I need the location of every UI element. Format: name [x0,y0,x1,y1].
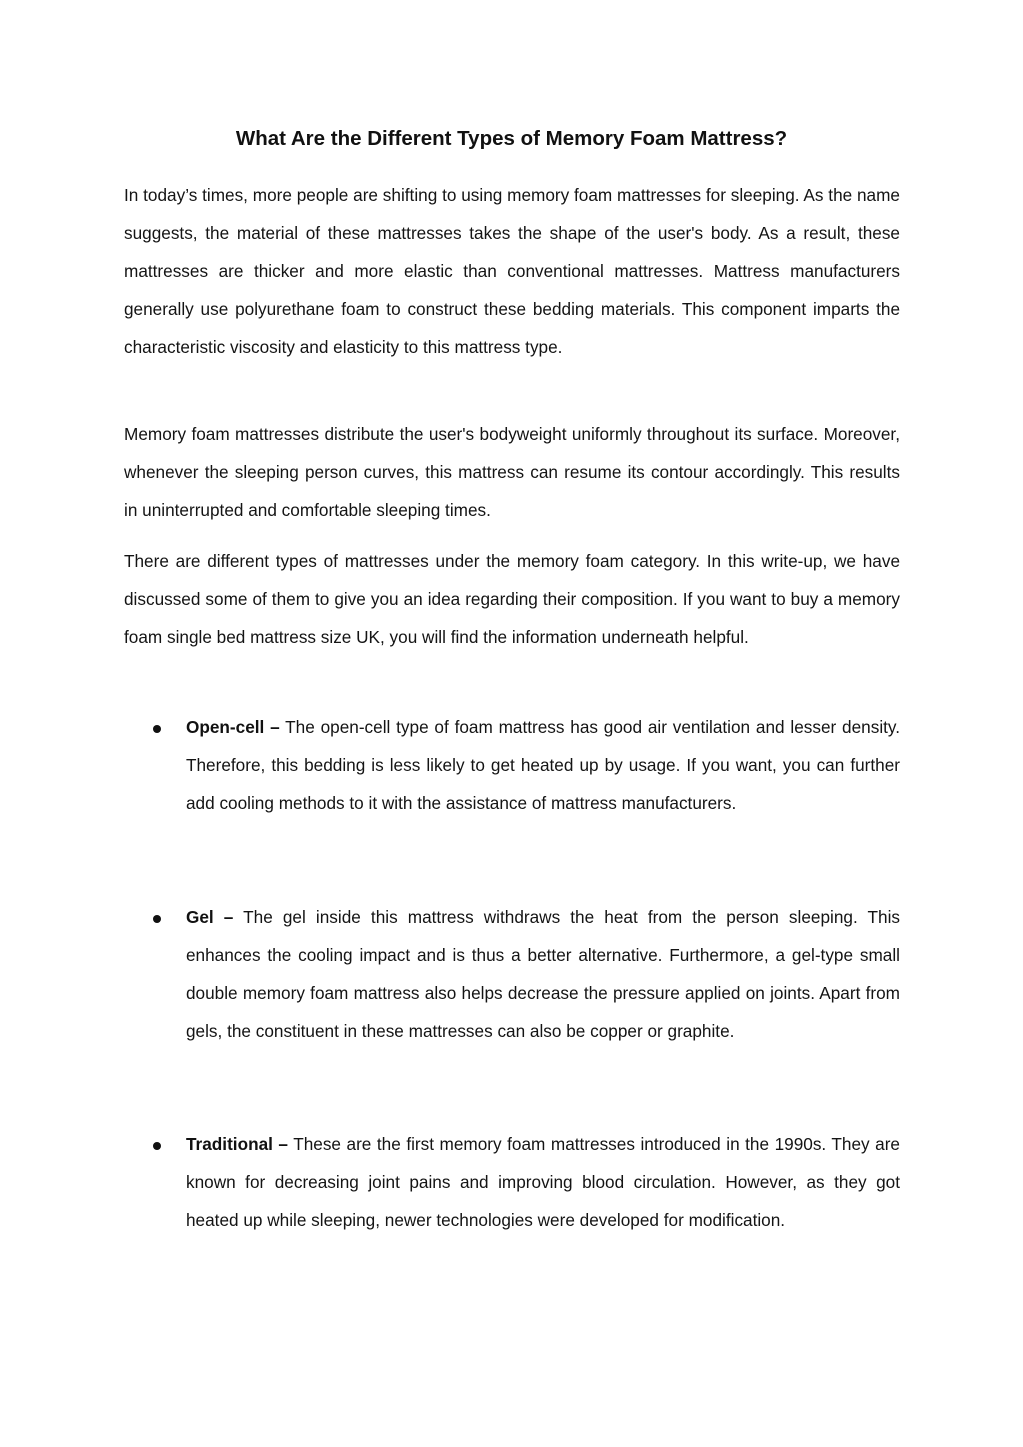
bullet-icon [153,1142,161,1150]
list-item-gel [124,898,900,1050]
list-item-term: Gel – [186,907,234,927]
bullet-icon [153,915,161,923]
page-title: What Are the Different Types of Memory Foam Mattress? [235,127,788,150]
list-item-description: These are the first memory foam mattresses introduced in the 1990s. They are known for decreasing joint pains and improving blood circulation. However, as they got heated up while sleeping, newer technologies were developed for modification. [186,1134,900,1230]
body-paragraph: Memory foam mattresses distribute the user's bodyweight uniformly throughout its surface. Moreover, whenever the sleeping person curves, this mattress can resume its contour accordingly. This results in uninterrupted and comfortable sleeping times. [124,424,900,520]
list-item-traditional [124,1125,900,1239]
list-item-description: The open-cell type of foam mattress has good air ventilation and lesser density. Therefore, this bedding is less likely to get heated up by usage. If you want, you can further add cooling methods to it with the assistance of mattress manufacturers. [186,717,901,813]
list-item-term: Open-cell – [186,717,280,737]
list-item-text [186,708,900,822]
list-item-text [186,1125,900,1239]
list-item-term: Traditional – [186,1134,288,1154]
list-item-text [186,898,900,1050]
bullet-icon [153,725,161,733]
body-paragraph: There are different types of mattresses under the memory foam category. In this write-up, we have discussed some of them to give you an idea regarding their composition. If you want to buy a memory foam single bed mattress size UK, you will find the information underneath helpful. [124,551,900,647]
intro-paragraph: In today’s times, more people are shifting to using memory foam mattresses for sleeping. As the name suggests, the material of these mattresses takes the shape of the user's body. As a result, these mattresses are thicker and more elastic than conventional mattresses. Mattress manufacturers generally use polyurethane foam to construct these bedding materials. This component imparts the characteristic viscosity and elasticity to this mattress type. [124,185,900,357]
list-item-open-cell [124,708,900,822]
list-item-description: The gel inside this mattress withdraws the heat from the person sleeping. This enhances the cooling impact and is thus a better alternative. Furthermore, a gel-type small double memory foam mattress also helps decrease the pressure applied on joints. Apart from gels, the constituent in these mattresses can also be copper or graphite. [186,907,900,1041]
